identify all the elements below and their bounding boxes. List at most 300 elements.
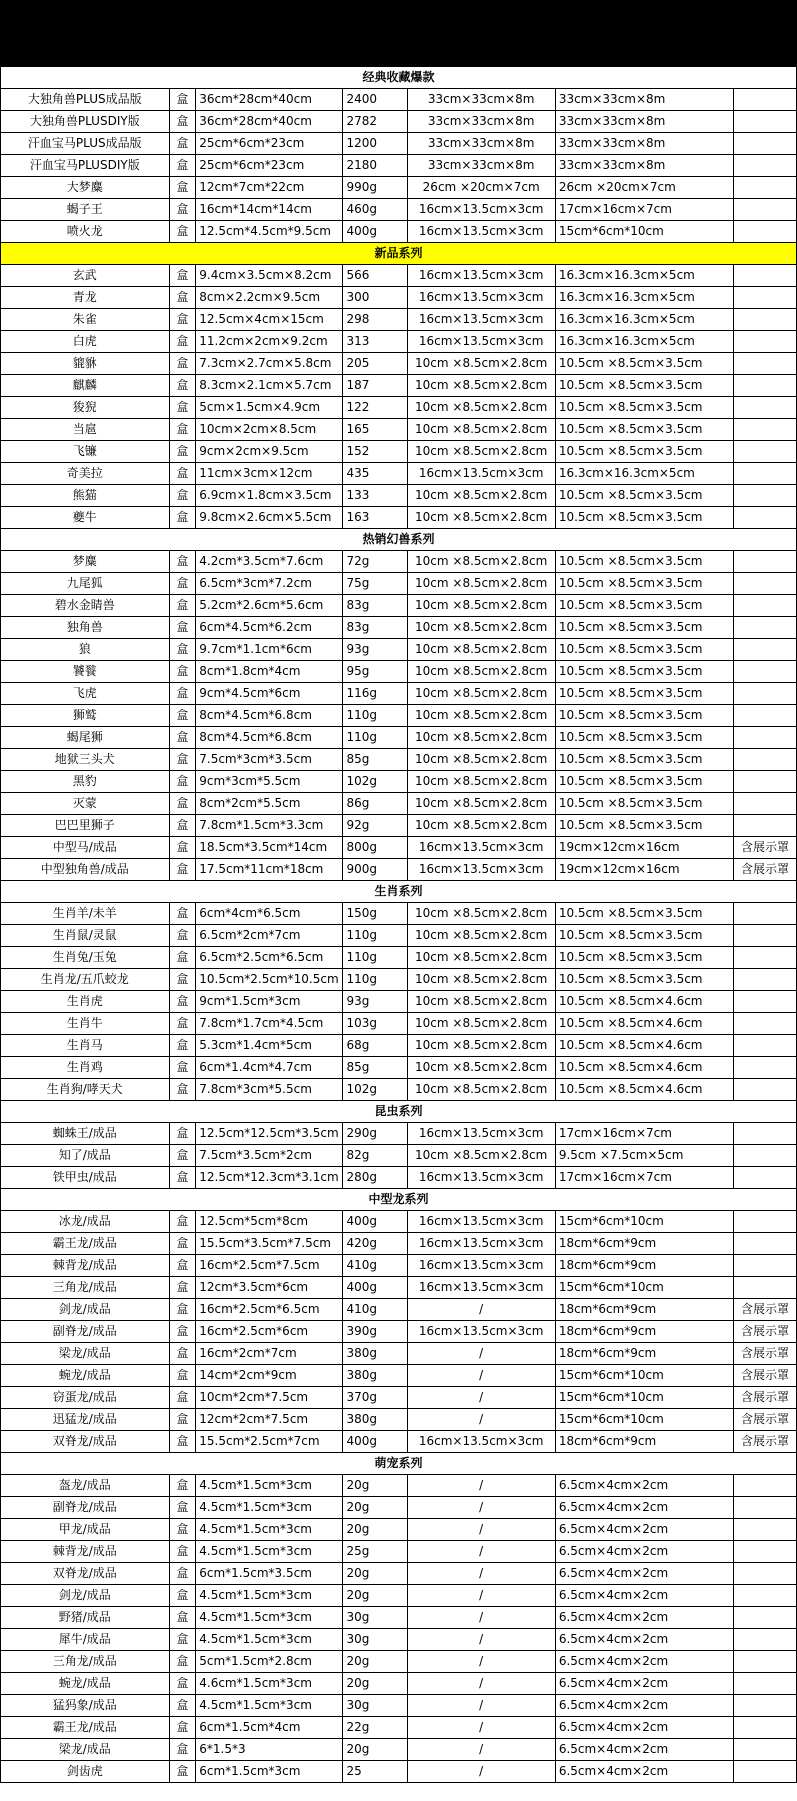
cell-note xyxy=(734,89,797,111)
cell-product-size: 5.2cm*2.6cm*5.6cm xyxy=(196,595,343,617)
table-row xyxy=(1,903,797,925)
cell-product-name: 梁龙/成品 xyxy=(1,1343,170,1365)
cell-diy-package: / xyxy=(407,1409,555,1431)
cell-note xyxy=(734,573,797,595)
section-header-row xyxy=(1,881,797,903)
cell-unit: 盒 xyxy=(169,925,196,947)
cell-note xyxy=(734,221,797,243)
cell-gross-weight: 133 xyxy=(343,485,407,507)
cell-finished-package: 10.5cm ×8.5cm×3.5cm xyxy=(555,815,733,837)
cell-gross-weight: 400g xyxy=(343,1211,407,1233)
cell-product-name: 三角龙/成品 xyxy=(1,1651,170,1673)
cell-note xyxy=(734,1673,797,1695)
cell-unit: 盒 xyxy=(169,991,196,1013)
cell-unit: 盒 xyxy=(169,1585,196,1607)
cell-note xyxy=(734,265,797,287)
cell-product-name: 中型马/成品 xyxy=(1,837,170,859)
cell-note xyxy=(734,1211,797,1233)
cell-finished-package: 19cm×12cm×16cm xyxy=(555,837,733,859)
cell-diy-package: 10cm ×8.5cm×2.8cm xyxy=(407,595,555,617)
cell-note: 含展示罩 xyxy=(734,1365,797,1387)
cell-product-name: 饕餮 xyxy=(1,661,170,683)
cell-finished-package: 16.3cm×16.3cm×5cm xyxy=(555,265,733,287)
cell-finished-package: 10.5cm ×8.5cm×3.5cm xyxy=(555,925,733,947)
cell-note xyxy=(734,1739,797,1761)
cell-unit: 盒 xyxy=(169,89,196,111)
cell-product-size: 7.8cm*1.7cm*4.5cm xyxy=(196,1013,343,1035)
cell-product-size: 6cm*1.4cm*4.7cm xyxy=(196,1057,343,1079)
cell-note xyxy=(734,1013,797,1035)
cell-finished-package: 10.5cm ×8.5cm×3.5cm xyxy=(555,969,733,991)
cell-note xyxy=(734,111,797,133)
cell-diy-package: 16cm×13.5cm×3cm xyxy=(407,859,555,881)
cell-gross-weight: 20g xyxy=(343,1739,407,1761)
cell-gross-weight: 410g xyxy=(343,1299,407,1321)
cell-product-size: 5.3cm*1.4cm*5cm xyxy=(196,1035,343,1057)
cell-finished-package: 10.5cm ×8.5cm×3.5cm xyxy=(555,419,733,441)
cell-unit: 盒 xyxy=(169,441,196,463)
cell-product-size: 4.2cm*3.5cm*7.6cm xyxy=(196,551,343,573)
cell-product-size: 6cm*1.5cm*3.5cm xyxy=(196,1563,343,1585)
header-package-size: 产品包装尺寸 xyxy=(407,23,734,45)
cell-finished-package: 16.3cm×16.3cm×5cm xyxy=(555,309,733,331)
cell-product-name: 蜿龙/成品 xyxy=(1,1365,170,1387)
cell-note: 含展示罩 xyxy=(734,1409,797,1431)
cell-product-name: 生肖鸡 xyxy=(1,1057,170,1079)
table-row xyxy=(1,353,797,375)
cell-product-name: 生肖鼠/灵鼠 xyxy=(1,925,170,947)
cell-product-name: 熊猫 xyxy=(1,485,170,507)
cell-product-size: 8cm*1.8cm*4cm xyxy=(196,661,343,683)
cell-unit: 盒 xyxy=(169,1277,196,1299)
table-row xyxy=(1,1541,797,1563)
cell-diy-package: / xyxy=(407,1365,555,1387)
cell-unit: 盒 xyxy=(169,1607,196,1629)
cell-note xyxy=(734,199,797,221)
cell-unit: 盒 xyxy=(169,771,196,793)
cell-note xyxy=(734,1123,797,1145)
cell-finished-package: 33cm×33cm×8m xyxy=(555,89,733,111)
cell-gross-weight: 460g xyxy=(343,199,407,221)
cell-product-size: 4.6cm*1.5cm*3cm xyxy=(196,1673,343,1695)
cell-diy-package: 10cm ×8.5cm×2.8cm xyxy=(407,1035,555,1057)
cell-diy-package: / xyxy=(407,1739,555,1761)
table-row xyxy=(1,111,797,133)
cell-gross-weight: 30g xyxy=(343,1629,407,1651)
cell-note xyxy=(734,1057,797,1079)
cell-unit: 盒 xyxy=(169,1497,196,1519)
cell-product-name: 地狱三头犬 xyxy=(1,749,170,771)
cell-unit: 盒 xyxy=(169,1123,196,1145)
cell-product-name: 梁龙/成品 xyxy=(1,1739,170,1761)
cell-gross-weight: 30g xyxy=(343,1607,407,1629)
cell-gross-weight: 163 xyxy=(343,507,407,529)
cell-diy-package: 10cm ×8.5cm×2.8cm xyxy=(407,771,555,793)
cell-diy-package: 10cm ×8.5cm×2.8cm xyxy=(407,1145,555,1167)
table-row xyxy=(1,661,797,683)
cell-finished-package: 6.5cm×4cm×2cm xyxy=(555,1673,733,1695)
cell-finished-package: 10.5cm ×8.5cm×4.6cm xyxy=(555,1035,733,1057)
table-row xyxy=(1,1277,797,1299)
cell-product-name: 夔牛 xyxy=(1,507,170,529)
table-row xyxy=(1,1475,797,1497)
cell-finished-package: 10.5cm ×8.5cm×3.5cm xyxy=(555,441,733,463)
cell-note xyxy=(734,1695,797,1717)
cell-product-size: 15.5cm*3.5cm*7.5cm xyxy=(196,1233,343,1255)
cell-diy-package: 10cm ×8.5cm×2.8cm xyxy=(407,969,555,991)
cell-unit: 盒 xyxy=(169,793,196,815)
cell-note: 含展示罩 xyxy=(734,1299,797,1321)
cell-product-name: 窃蛋龙/成品 xyxy=(1,1387,170,1409)
cell-unit: 盒 xyxy=(169,177,196,199)
cell-product-size: 4.5cm*1.5cm*3cm xyxy=(196,1695,343,1717)
cell-note xyxy=(734,331,797,353)
table-row xyxy=(1,1585,797,1607)
cell-note xyxy=(734,683,797,705)
cell-diy-package: / xyxy=(407,1761,555,1783)
cell-note xyxy=(734,1629,797,1651)
cell-finished-package: 33cm×33cm×8m xyxy=(555,133,733,155)
cell-finished-package: 6.5cm×4cm×2cm xyxy=(555,1497,733,1519)
cell-unit: 盒 xyxy=(169,1629,196,1651)
section-title: 昆虫系列 xyxy=(1,1101,797,1123)
table-row xyxy=(1,793,797,815)
cell-product-size: 6.9cm×1.8cm×3.5cm xyxy=(196,485,343,507)
cell-note xyxy=(734,1167,797,1189)
cell-unit: 盒 xyxy=(169,1409,196,1431)
header-gross-weight: 毛重约g xyxy=(343,23,407,67)
cell-note xyxy=(734,177,797,199)
section-title: 热销幻兽系列 xyxy=(1,529,797,551)
cell-product-name: 生肖狗/哮天犬 xyxy=(1,1079,170,1101)
cell-unit: 盒 xyxy=(169,705,196,727)
table-row xyxy=(1,1123,797,1145)
cell-finished-package: 16.3cm×16.3cm×5cm xyxy=(555,331,733,353)
cell-gross-weight: 110g xyxy=(343,727,407,749)
cell-gross-weight: 2782 xyxy=(343,111,407,133)
table-row xyxy=(1,969,797,991)
cell-finished-package: 18cm*6cm*9cm xyxy=(555,1233,733,1255)
cell-note xyxy=(734,1717,797,1739)
cell-product-name: 喷火龙 xyxy=(1,221,170,243)
section-title: 萌宠系列 xyxy=(1,1453,797,1475)
table-row xyxy=(1,265,797,287)
table-row xyxy=(1,925,797,947)
cell-finished-package: 18cm*6cm*9cm xyxy=(555,1321,733,1343)
cell-note xyxy=(734,375,797,397)
cell-note xyxy=(734,551,797,573)
cell-product-name: 知了/成品 xyxy=(1,1145,170,1167)
cell-note xyxy=(734,815,797,837)
cell-finished-package: 10.5cm ×8.5cm×3.5cm xyxy=(555,771,733,793)
table-row xyxy=(1,463,797,485)
cell-product-name: 甲龙/成品 xyxy=(1,1519,170,1541)
cell-gross-weight: 22g xyxy=(343,1717,407,1739)
cell-finished-package: 10.5cm ×8.5cm×3.5cm xyxy=(555,661,733,683)
cell-note xyxy=(734,155,797,177)
cell-diy-package: 10cm ×8.5cm×2.8cm xyxy=(407,551,555,573)
cell-gross-weight: 20g xyxy=(343,1585,407,1607)
cell-gross-weight: 2400 xyxy=(343,89,407,111)
cell-diy-package: 10cm ×8.5cm×2.8cm xyxy=(407,727,555,749)
cell-product-size: 6cm*1.5cm*3cm xyxy=(196,1761,343,1783)
cell-finished-package: 10.5cm ×8.5cm×4.6cm xyxy=(555,991,733,1013)
cell-gross-weight: 390g xyxy=(343,1321,407,1343)
cell-product-name: 玄武 xyxy=(1,265,170,287)
cell-product-name: 剑齿虎 xyxy=(1,1761,170,1783)
cell-product-name: 碧水金睛兽 xyxy=(1,595,170,617)
table-row xyxy=(1,1211,797,1233)
cell-note xyxy=(734,793,797,815)
cell-note xyxy=(734,1761,797,1783)
table-row xyxy=(1,331,797,353)
table-body xyxy=(1,67,797,1783)
cell-diy-package: 10cm ×8.5cm×2.8cm xyxy=(407,683,555,705)
cell-gross-weight: 20g xyxy=(343,1673,407,1695)
cell-note: 含展示罩 xyxy=(734,1431,797,1453)
table-row xyxy=(1,1563,797,1585)
cell-unit: 盒 xyxy=(169,287,196,309)
cell-product-name: 剑龙/成品 xyxy=(1,1299,170,1321)
table-row xyxy=(1,573,797,595)
cell-note: 含展示罩 xyxy=(734,859,797,881)
cell-unit: 盒 xyxy=(169,859,196,881)
cell-unit: 盒 xyxy=(169,1563,196,1585)
cell-product-size: 8cm*4.5cm*6.8cm xyxy=(196,705,343,727)
table-row xyxy=(1,1013,797,1035)
cell-gross-weight: 103g xyxy=(343,1013,407,1035)
cell-diy-package: 16cm×13.5cm×3cm xyxy=(407,309,555,331)
cell-diy-package: / xyxy=(407,1585,555,1607)
cell-finished-package: 10.5cm ×8.5cm×3.5cm xyxy=(555,903,733,925)
cell-product-size: 16cm*2.5cm*6.5cm xyxy=(196,1299,343,1321)
table-row xyxy=(1,1651,797,1673)
cell-product-size: 7.8cm*1.5cm*3.3cm xyxy=(196,815,343,837)
cell-diy-package: 16cm×13.5cm×3cm xyxy=(407,1167,555,1189)
cell-diy-package: / xyxy=(407,1475,555,1497)
cell-product-size: 8.3cm×2.1cm×5.7cm xyxy=(196,375,343,397)
cell-diy-package: 10cm ×8.5cm×2.8cm xyxy=(407,1013,555,1035)
cell-gross-weight: 110g xyxy=(343,969,407,991)
cell-unit: 盒 xyxy=(169,1013,196,1035)
cell-diy-package: 16cm×13.5cm×3cm xyxy=(407,837,555,859)
cell-product-size: 12cm*7cm*22cm xyxy=(196,177,343,199)
cell-finished-package: 18cm*6cm*9cm xyxy=(555,1255,733,1277)
header-diy-version: DIY版(长×宽×高) xyxy=(407,45,555,67)
cell-diy-package: 10cm ×8.5cm×2.8cm xyxy=(407,903,555,925)
cell-product-name: 生肖兔/玉兔 xyxy=(1,947,170,969)
cell-unit: 盒 xyxy=(169,1365,196,1387)
cell-unit: 盒 xyxy=(169,507,196,529)
cell-finished-package: 10.5cm ×8.5cm×3.5cm xyxy=(555,551,733,573)
cell-product-name: 独角兽 xyxy=(1,617,170,639)
cell-product-size: 11.2cm×2cm×9.2cm xyxy=(196,331,343,353)
cell-product-name: 狼 xyxy=(1,639,170,661)
cell-product-name: 迅猛龙/成品 xyxy=(1,1409,170,1431)
cell-diy-package: / xyxy=(407,1541,555,1563)
cell-note xyxy=(734,485,797,507)
cell-product-name: 青龙 xyxy=(1,287,170,309)
cell-unit: 盒 xyxy=(169,1035,196,1057)
cell-unit: 盒 xyxy=(169,1475,196,1497)
table-row xyxy=(1,1409,797,1431)
cell-unit: 盒 xyxy=(169,1695,196,1717)
cell-product-name: 双脊龙/成品 xyxy=(1,1431,170,1453)
cell-product-size: 6.5cm*2cm*7cm xyxy=(196,925,343,947)
cell-product-name: 灭蒙 xyxy=(1,793,170,815)
cell-product-size: 9.8cm×2.6cm×5.5cm xyxy=(196,507,343,529)
cell-finished-package: 6.5cm×4cm×2cm xyxy=(555,1607,733,1629)
cell-gross-weight: 800g xyxy=(343,837,407,859)
cell-product-size: 16cm*2cm*7cm xyxy=(196,1343,343,1365)
cell-unit: 盒 xyxy=(169,969,196,991)
cell-product-size: 5cm*1.5cm*2.8cm xyxy=(196,1651,343,1673)
cell-gross-weight: 20g xyxy=(343,1563,407,1585)
cell-unit: 盒 xyxy=(169,595,196,617)
cell-gross-weight: 435 xyxy=(343,463,407,485)
table-row xyxy=(1,1739,797,1761)
cell-gross-weight: 165 xyxy=(343,419,407,441)
cell-finished-package: 15cm*6cm*10cm xyxy=(555,1277,733,1299)
cell-finished-package: 6.5cm×4cm×2cm xyxy=(555,1739,733,1761)
header-product-size: 产品尺寸约 xyxy=(196,23,343,67)
cell-note xyxy=(734,507,797,529)
cell-gross-weight: 150g xyxy=(343,903,407,925)
cell-unit: 盒 xyxy=(169,837,196,859)
table-row xyxy=(1,1255,797,1277)
cell-note xyxy=(734,595,797,617)
cell-finished-package: 10.5cm ×8.5cm×3.5cm xyxy=(555,617,733,639)
cell-product-name: 貔貅 xyxy=(1,353,170,375)
cell-product-size: 9cm*4.5cm*6cm xyxy=(196,683,343,705)
cell-unit: 盒 xyxy=(169,661,196,683)
cell-product-size: 4.5cm*1.5cm*3cm xyxy=(196,1497,343,1519)
cell-diy-package: 10cm ×8.5cm×2.8cm xyxy=(407,1079,555,1101)
table-row xyxy=(1,1629,797,1651)
cell-product-size: 4.5cm*1.5cm*3cm xyxy=(196,1519,343,1541)
table-row xyxy=(1,287,797,309)
cell-note: 含展示罩 xyxy=(734,837,797,859)
cell-unit: 盒 xyxy=(169,903,196,925)
cell-gross-weight: 82g xyxy=(343,1145,407,1167)
cell-note xyxy=(734,1233,797,1255)
cell-product-size: 8cm*2cm*5.5cm xyxy=(196,793,343,815)
cell-product-name: 大独角兽PLUS成品版 xyxy=(1,89,170,111)
cell-gross-weight: 420g xyxy=(343,1233,407,1255)
cell-product-name: 棘背龙/成品 xyxy=(1,1541,170,1563)
cell-product-name: 飞镰 xyxy=(1,441,170,463)
cell-product-name: 生肖虎 xyxy=(1,991,170,1013)
cell-unit: 盒 xyxy=(169,1717,196,1739)
cell-product-name: 野猪/成品 xyxy=(1,1607,170,1629)
cell-diy-package: 16cm×13.5cm×3cm xyxy=(407,1431,555,1453)
cell-product-name: 朱雀 xyxy=(1,309,170,331)
cell-note xyxy=(734,991,797,1013)
cell-finished-package: 10.5cm ×8.5cm×3.5cm xyxy=(555,793,733,815)
cell-product-name: 猛犸象/成品 xyxy=(1,1695,170,1717)
cell-finished-package: 10.5cm ×8.5cm×3.5cm xyxy=(555,485,733,507)
cell-gross-weight: 92g xyxy=(343,815,407,837)
cell-note xyxy=(734,1145,797,1167)
cell-product-size: 7.8cm*3cm*5.5cm xyxy=(196,1079,343,1101)
cell-unit: 盒 xyxy=(169,1431,196,1453)
cell-gross-weight: 400g xyxy=(343,1431,407,1453)
cell-product-size: 12cm*2cm*7.5cm xyxy=(196,1409,343,1431)
cell-diy-package: 10cm ×8.5cm×2.8cm xyxy=(407,617,555,639)
cell-finished-package: 6.5cm×4cm×2cm xyxy=(555,1541,733,1563)
cell-diy-package: / xyxy=(407,1629,555,1651)
cell-gross-weight: 20g xyxy=(343,1475,407,1497)
cell-product-name: 白虎 xyxy=(1,331,170,353)
cell-diy-package: 10cm ×8.5cm×2.8cm xyxy=(407,815,555,837)
cell-diy-package: 10cm ×8.5cm×2.8cm xyxy=(407,705,555,727)
cell-diy-package: / xyxy=(407,1695,555,1717)
cell-gross-weight: 313 xyxy=(343,331,407,353)
cell-diy-package: 16cm×13.5cm×3cm xyxy=(407,1255,555,1277)
cell-diy-package: / xyxy=(407,1563,555,1585)
cell-unit: 盒 xyxy=(169,1255,196,1277)
cell-unit: 盒 xyxy=(169,1519,196,1541)
cell-finished-package: 10.5cm ×8.5cm×3.5cm xyxy=(555,375,733,397)
cell-gross-weight: 116g xyxy=(343,683,407,705)
cell-product-name: 巴巴里狮子 xyxy=(1,815,170,837)
cell-finished-package: 10.5cm ×8.5cm×4.6cm xyxy=(555,1013,733,1035)
cell-diy-package: 10cm ×8.5cm×2.8cm xyxy=(407,375,555,397)
table-row xyxy=(1,1167,797,1189)
cell-note xyxy=(734,1277,797,1299)
cell-product-size: 9cm*3cm*5.5cm xyxy=(196,771,343,793)
cell-finished-package: 17cm×16cm×7cm xyxy=(555,1167,733,1189)
cell-unit: 盒 xyxy=(169,551,196,573)
cell-finished-package: 15cm*6cm*10cm xyxy=(555,221,733,243)
cell-gross-weight: 2180 xyxy=(343,155,407,177)
cell-product-name: 霸王龙/成品 xyxy=(1,1717,170,1739)
table-row xyxy=(1,991,797,1013)
cell-diy-package: 10cm ×8.5cm×2.8cm xyxy=(407,397,555,419)
cell-note xyxy=(734,617,797,639)
cell-gross-weight: 370g xyxy=(343,1387,407,1409)
cell-unit: 盒 xyxy=(169,111,196,133)
cell-note xyxy=(734,727,797,749)
cell-product-name: 飞虎 xyxy=(1,683,170,705)
cell-product-size: 9cm*1.5cm*3cm xyxy=(196,991,343,1013)
cell-unit: 盒 xyxy=(169,221,196,243)
cell-unit: 盒 xyxy=(169,463,196,485)
cell-diy-package: 26cm ×20cm×7cm xyxy=(407,177,555,199)
header-unit: 单位 xyxy=(169,23,196,67)
cell-product-name: 大梦麋 xyxy=(1,177,170,199)
cell-unit: 盒 xyxy=(169,309,196,331)
cell-product-name: 蜘蛛王/成品 xyxy=(1,1123,170,1145)
cell-note xyxy=(734,903,797,925)
cell-unit: 盒 xyxy=(169,397,196,419)
cell-product-size: 25cm*6cm*23cm xyxy=(196,133,343,155)
cell-finished-package: 6.5cm×4cm×2cm xyxy=(555,1585,733,1607)
cell-gross-weight: 122 xyxy=(343,397,407,419)
cell-gross-weight: 298 xyxy=(343,309,407,331)
cell-product-size: 9.4cm×3.5cm×8.2cm xyxy=(196,265,343,287)
cell-finished-package: 16.3cm×16.3cm×5cm xyxy=(555,287,733,309)
cell-diy-package: 10cm ×8.5cm×2.8cm xyxy=(407,441,555,463)
cell-finished-package: 33cm×33cm×8m xyxy=(555,155,733,177)
cell-product-name: 蝎子王 xyxy=(1,199,170,221)
cell-product-size: 12.5cm*12.5cm*3.5cm xyxy=(196,1123,343,1145)
table-row xyxy=(1,155,797,177)
cell-gross-weight: 20g xyxy=(343,1651,407,1673)
cell-unit: 盒 xyxy=(169,815,196,837)
section-title: 新品系列 xyxy=(1,243,797,265)
cell-gross-weight: 25g xyxy=(343,1541,407,1563)
